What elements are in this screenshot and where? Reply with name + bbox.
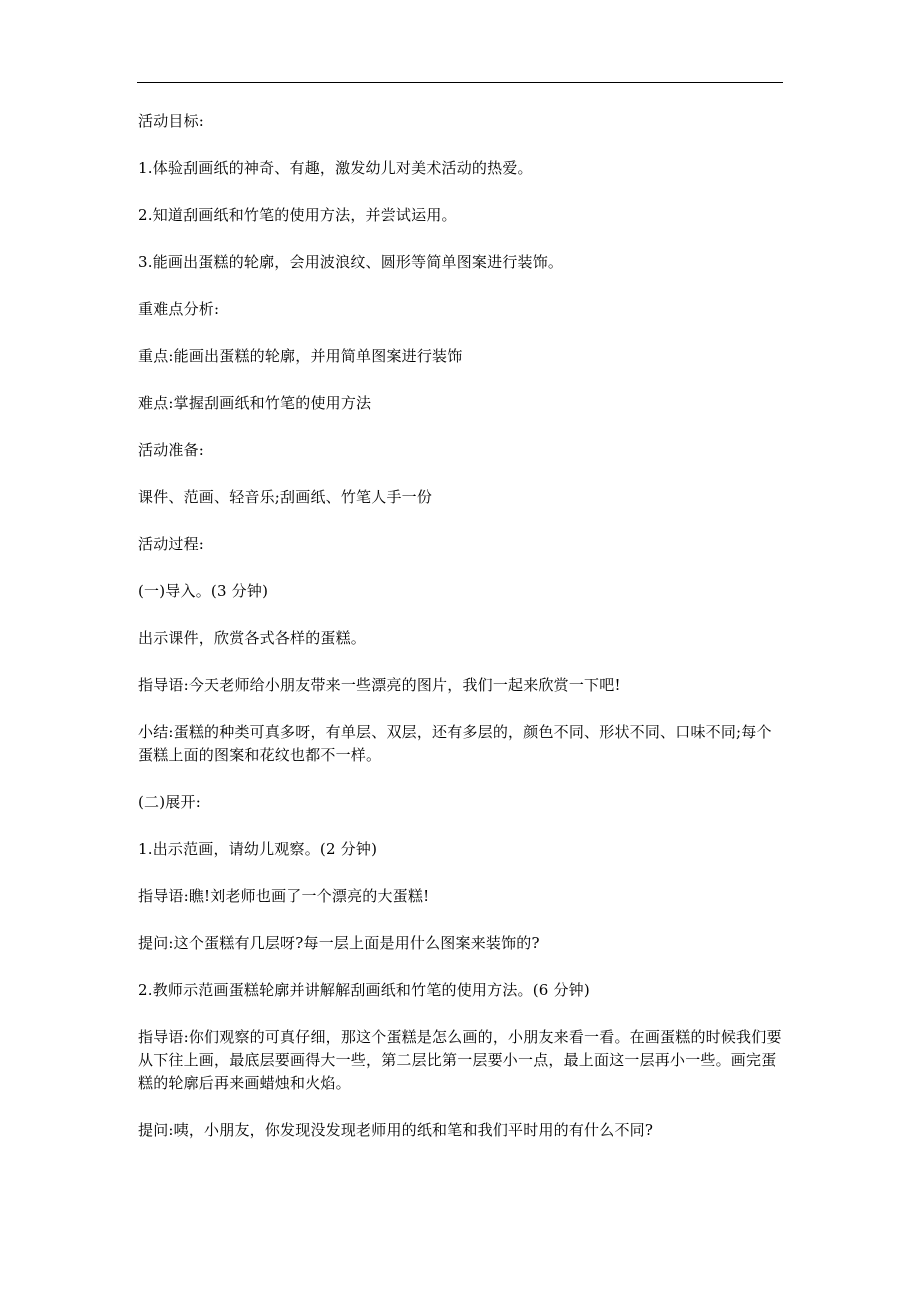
document-body xyxy=(138,110,784,1166)
intro-step: 出示课件，欣赏各式各样的蛋糕。 xyxy=(138,629,367,647)
goal-item-2: 2.知道刮画纸和竹笔的使用方法，并尝试运用。 xyxy=(138,206,457,224)
question-1: 提问:这个蛋糕有几层呀?每一层上面是用什么图案来装饰的? xyxy=(138,934,540,952)
guide-speech-3: 指导语:你们观察的可真仔细，那这个蛋糕是怎么画的，小朋友来看一看。在画蛋糕的时候我们要从下往上画，最底层要画得大一些，第二层比第一层要小一点，最上面这一层再小一些。画完蛋糕的轮廓后再来画蜡烛和火焰。 xyxy=(138,1028,782,1092)
goal-item-3: 3.能画出蛋糕的轮廓，会用波浪纹、圆形等简单图案进行装饰。 xyxy=(138,253,564,271)
develop-step-2: 2.教师示范画蛋糕轮廓并讲解解刮画纸和竹笔的使用方法。(6 分钟) xyxy=(138,981,590,999)
develop-step-1: 1.出示范画，请幼儿观察。(2 分钟) xyxy=(138,840,378,858)
preparation-list: 课件、范画、轻音乐;刮画纸、竹笔人手一份 xyxy=(138,488,433,506)
section-develop: (二)展开: xyxy=(138,793,201,811)
guide-speech-1: 指导语:今天老师给小朋友带来一些漂亮的图片，我们一起来欣赏一下吧! xyxy=(138,676,621,694)
heading-key-difficulty: 重难点分析: xyxy=(138,300,220,318)
key-point: 重点:能画出蛋糕的轮廓，并用简单图案进行装饰 xyxy=(138,347,463,365)
section-intro: (一)导入。(3 分钟) xyxy=(138,582,269,600)
difficult-point: 难点:掌握刮画纸和竹笔的使用方法 xyxy=(138,394,372,412)
summary-paragraph: 小结:蛋糕的种类可真多呀，有单层、双层，还有多层的，颜色不同、形状不同、口味不同;每个蛋糕上面的图案和花纹也都不一样。 xyxy=(138,723,772,764)
heading-activity-goals: 活动目标: xyxy=(138,112,205,130)
heading-preparation: 活动准备: xyxy=(138,441,205,459)
header-rule xyxy=(137,82,783,83)
goal-item-1: 1.体验刮画纸的神奇、有趣，激发幼儿对美术活动的热爱。 xyxy=(138,159,533,177)
guide-speech-2: 指导语:瞧!刘老师也画了一个漂亮的大蛋糕! xyxy=(138,887,430,905)
heading-process: 活动过程: xyxy=(138,535,205,553)
question-2: 提问:咦，小朋友，你发现没发现老师用的纸和笔和我们平时用的有什么不同? xyxy=(138,1121,654,1139)
